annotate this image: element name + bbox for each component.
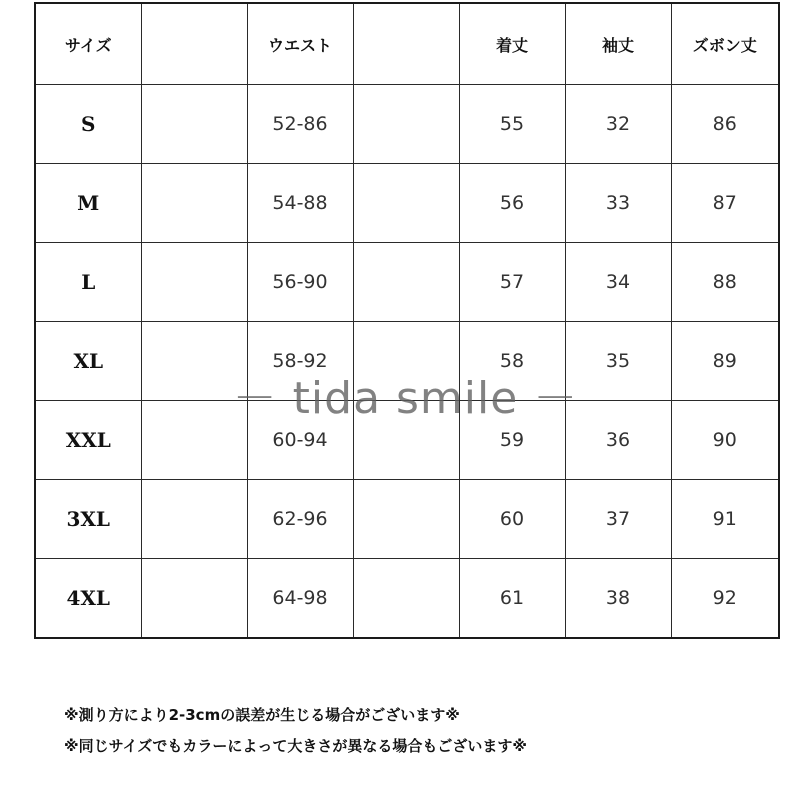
watermark: － tida smile － (232, 373, 579, 424)
length-cell: 56 (459, 164, 565, 243)
length-cell: 60 (459, 480, 565, 559)
blank-cell (141, 480, 247, 559)
size-cell: XXL (35, 401, 141, 480)
table-row (35, 480, 779, 559)
size-chart-table (34, 2, 780, 639)
table-row (35, 322, 779, 401)
sleeve-cell: 34 (565, 243, 671, 322)
header-length: 着丈 (459, 3, 565, 85)
table-row (35, 401, 779, 480)
blank-cell (141, 322, 247, 401)
pants-length-cell: 86 (671, 85, 779, 164)
waist-cell: 62-96 (247, 480, 353, 559)
blank-cell (141, 164, 247, 243)
blank-cell (353, 322, 459, 401)
pants-length-cell: 89 (671, 322, 779, 401)
table-row (35, 559, 779, 639)
table-row (35, 243, 779, 322)
size-cell: L (35, 243, 141, 322)
waist-cell: 58-92 (247, 322, 353, 401)
blank-cell (353, 243, 459, 322)
waist-cell: 56-90 (247, 243, 353, 322)
header-row (35, 3, 779, 85)
table-row (35, 164, 779, 243)
waist-cell: 54-88 (247, 164, 353, 243)
pants-length-cell: 88 (671, 243, 779, 322)
blank-cell (353, 401, 459, 480)
blank-cell (141, 401, 247, 480)
size-cell: 3XL (35, 480, 141, 559)
blank-cell (353, 480, 459, 559)
sleeve-cell: 33 (565, 164, 671, 243)
length-cell: 55 (459, 85, 565, 164)
sleeve-cell: 35 (565, 322, 671, 401)
header-waist: ウエスト (247, 3, 353, 85)
blank-cell (141, 243, 247, 322)
blank-cell (141, 85, 247, 164)
header-sleeve: 袖丈 (565, 3, 671, 85)
measurement-note: ※測り方により2-3cmの誤差が生じる場合がございます※ (64, 706, 460, 724)
header-size: サイズ (35, 3, 141, 85)
blank-cell (353, 85, 459, 164)
waist-cell: 60-94 (247, 401, 353, 480)
sleeve-cell: 38 (565, 559, 671, 639)
size-cell: 4XL (35, 559, 141, 639)
color-note: ※同じサイズでもカラーによって大きさが異なる場合もございます※ (64, 737, 527, 755)
blank-cell (353, 559, 459, 639)
table-row (35, 85, 779, 164)
sleeve-cell: 32 (565, 85, 671, 164)
length-cell: 57 (459, 243, 565, 322)
blank-cell (141, 559, 247, 639)
pants-length-cell: 87 (671, 164, 779, 243)
header-blank-1 (141, 3, 247, 85)
pants-length-cell: 90 (671, 401, 779, 480)
size-cell: M (35, 164, 141, 243)
length-cell: 61 (459, 559, 565, 639)
size-cell: XL (35, 322, 141, 401)
waist-cell: 64-98 (247, 559, 353, 639)
length-cell: 58 (459, 322, 565, 401)
sleeve-cell: 37 (565, 480, 671, 559)
waist-cell: 52-86 (247, 85, 353, 164)
pants-length-cell: 91 (671, 480, 779, 559)
size-cell: S (35, 85, 141, 164)
notes-section (64, 700, 527, 762)
blank-cell (353, 164, 459, 243)
pants-length-cell: 92 (671, 559, 779, 639)
header-blank-2 (353, 3, 459, 85)
header-pants-length: ズボン丈 (671, 3, 779, 85)
length-cell: 59 (459, 401, 565, 480)
sleeve-cell: 36 (565, 401, 671, 480)
